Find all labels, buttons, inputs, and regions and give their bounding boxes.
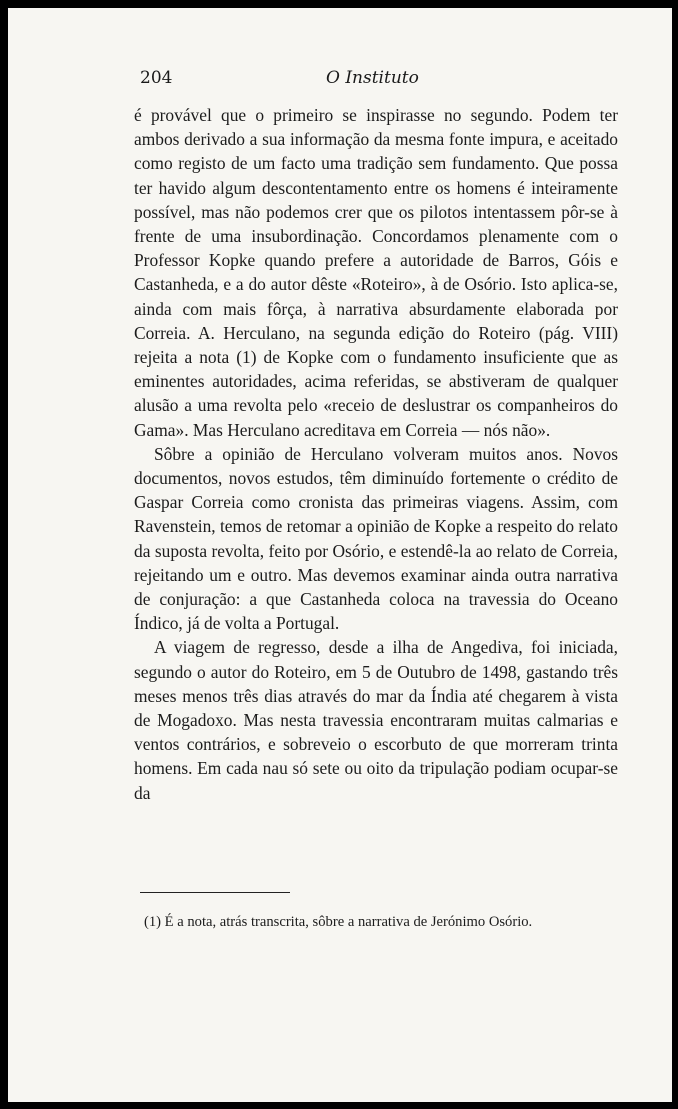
paragraph-2: Sôbre a opinião de Herculano volveram muitos anos. Novos documentos, novos estudos, têm diminuído fortemente o crédito de Gaspar Correia como cronista das primeiras viagens. Assim, com Ravenstein, temos de retomar a opinião de Kopke a respeito do relato da suposta revolta, feito por Osório, e estendê-la ao relato de Correia, rejeitando um e outro. Mas devemos examinar ainda outra narrativa de conjuração: a que Castanheda coloca na travessia do Oceano Índico, já de volta a Portugal. [134,443,618,634]
paragraph-3: A viagem de regresso, desde a ilha de Angediva, foi iniciada, segundo o autor do Roteiro, em 5 de Outubro de 1498, gastando três meses menos três dias através do mar da Índia até chegarem à vista de Mogadoxo. Mas nesta travessia encontraram muitas calmarias e ventos contrários, e sobreveio o escorbuto de que morreram trinta homens. Em cada nau só sete ou oito da tripulação podiam ocupar-se da [134,637,618,803]
running-title: O Instituto [326,68,419,88]
page-header [140,68,620,96]
body-text [134,103,618,805]
paragraph-1: é provável que o primeiro se inspirasse no segundo. Podem ter ambos derivado a sua informação da mesma fonte impura, e aceitado como registo de um facto uma tradição sem fundamento. Que possa ter havido algum descontentamento entre os homens é inteiramente possível, mas não podemos crer que os pilotos intentassem pôr-se à frente de uma insubordinação. Concordamos plenamente com o Professor Kopke quando prefere a autoridade de Barros, Góis e Castanheda, e a do autor dêste «Roteiro», à de Osório. Isto aplica-se, ainda com mais fôrça, à narrativa absurdamente elaborada por Correia. A. Herculano, na segunda edição do Roteiro (pág. VIII) rejeita a nota (1) de Kopke com o fundamento insuficiente que as eminentes autoridades, acima referidas, se abstiveram de qualquer alusão a uma revolta pelo «receio de deslustrar os companheiros do Gama». Mas Herculano acreditava em Correia — nós não». [134,105,618,440]
footnote-divider [140,892,290,893]
book-page [8,8,672,1102]
footnote: (1) É a nota, atrás transcrita, sôbre a narrativa de Jerónimo Osório. [144,914,533,930]
page-number: 204 [140,68,173,88]
